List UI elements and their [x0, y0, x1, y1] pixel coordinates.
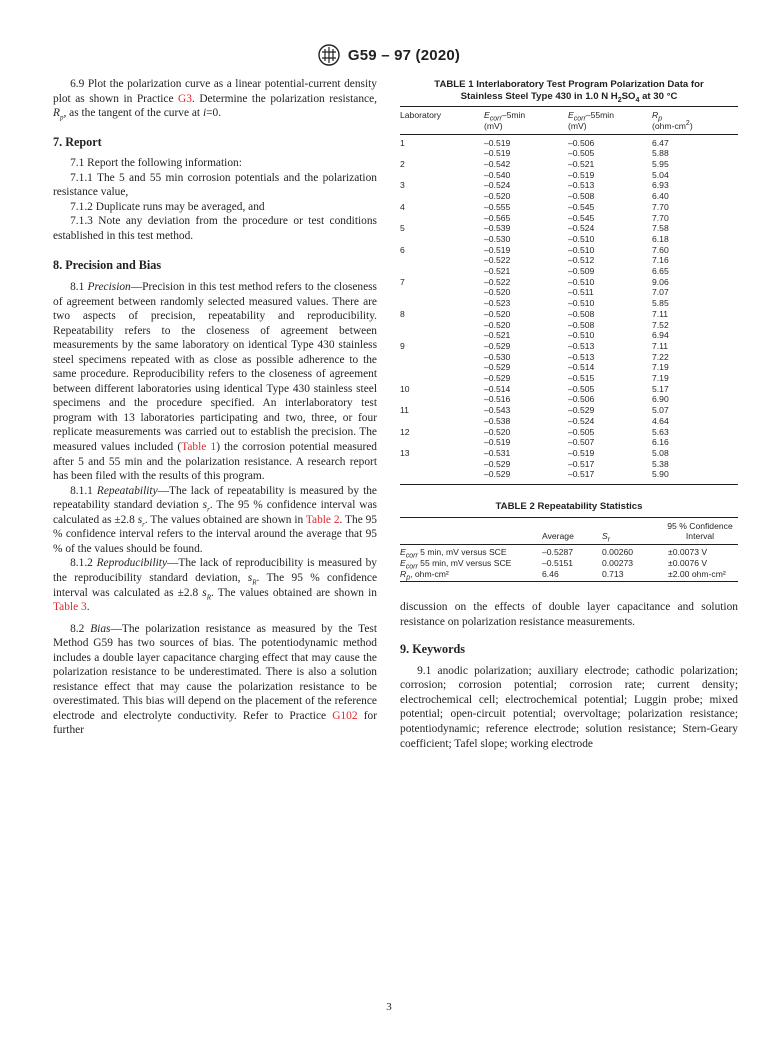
header-sr: $S_r$ — [602, 531, 611, 545]
table-2-caption: TABLE 2 Repeatability Statistics — [495, 501, 643, 513]
cell-rp: 4.64 — [652, 415, 669, 426]
cell-ecorr-55min: –0.513 — [568, 340, 595, 351]
table-1-caption: TABLE 1 Interlaboratory Test Program Polarization Data for Stainless Steel Type 430 in 1.0 N $H_2SO_4$ at 30 °C — [434, 79, 704, 104]
paragraph-bias-continued: discussion on the effects of double layer capacitance and solution resistance on polarization resistance measurements. — [400, 601, 738, 628]
cell-laboratory — [400, 330, 484, 341]
cell-rp: 5.95 — [652, 159, 669, 169]
table-1 — [400, 106, 738, 485]
cell-confidence-interval: ±0.0076 V — [668, 557, 708, 568]
table-row — [400, 569, 738, 582]
cell-laboratory: 3 — [400, 180, 405, 191]
header-rp: $R_p$ — [652, 110, 663, 123]
cell-ecorr-5min: –0.520 — [484, 287, 511, 298]
table-1-body — [400, 134, 738, 485]
page-header — [0, 44, 778, 66]
table-row — [400, 448, 738, 459]
cell-ecorr-5min: –0.529 — [484, 362, 511, 373]
cell-rp: 7.70 — [652, 201, 669, 212]
cell-rp: 7.16 — [652, 255, 669, 266]
cell-ecorr-55min: –0.519 — [568, 447, 595, 458]
cell-ecorr-55min: –0.513 — [568, 351, 595, 362]
paragraph-8-1-1: 8.1.1 Repeatability—The lack of repeatability is measured by the repeatability standard deviation $s_r$. The 95 % confidence interval was calculated as ±2.8 $s_r$. The values obtained are shown in Table 2. The 95 % confidence interval refers to the interval around the average that 95 % of the values should be found. — [53, 484, 377, 555]
cell-laboratory: 13 — [400, 447, 410, 458]
cell-confidence-interval: ±0.0073 V — [668, 547, 708, 558]
cell-ecorr-5min: –0.531 — [484, 447, 511, 458]
table-row — [400, 320, 738, 331]
table-row — [400, 416, 738, 427]
cell-ecorr-5min: –0.519 — [484, 137, 511, 148]
astm-logo-icon — [318, 44, 340, 66]
cell-laboratory — [400, 213, 484, 224]
cell-ecorr-5min: –0.520 — [484, 191, 511, 202]
cell-ecorr-5min: –0.529 — [484, 340, 511, 351]
cell-laboratory — [400, 469, 484, 480]
paragraph-7-1-3: 7.1.3 Note any deviation from the procedure or test conditions established in this test method. — [53, 215, 377, 242]
right-column — [400, 79, 738, 751]
cell-ecorr-55min: –0.517 — [568, 458, 595, 469]
cell-rp: 7.22 — [652, 351, 669, 362]
cell-ecorr-5min: –0.529 — [484, 469, 511, 480]
cell-ecorr-5min: –0.514 — [484, 383, 511, 394]
cell-rp: 6.93 — [652, 180, 669, 191]
cell-laboratory — [400, 394, 484, 405]
header-average: Average — [542, 531, 574, 542]
unit-e5: (mV) — [484, 120, 503, 131]
cell-confidence-interval: ±2.00 ohm-cm² — [668, 568, 726, 579]
cell-rp: 9.06 — [652, 276, 669, 287]
cell-ecorr-55min: –0.510 — [568, 276, 595, 287]
table-row — [400, 362, 738, 373]
document-designation: G59 – 97 (2020) — [347, 46, 461, 64]
cell-laboratory — [400, 362, 484, 373]
cell-ecorr-55min: –0.510 — [568, 298, 595, 309]
cell-ecorr-5min: –0.519 — [484, 148, 511, 159]
cell-ecorr-5min: –0.542 — [484, 159, 511, 169]
table-row — [400, 245, 738, 256]
cell-laboratory — [400, 170, 484, 181]
cell-rp: 6.16 — [652, 437, 669, 448]
paragraph-7-1-2: 7.1.2 Duplicate runs may be averaged, and — [70, 200, 265, 213]
cell-rp: 5.17 — [652, 383, 669, 394]
cell-laboratory: 2 — [400, 159, 405, 169]
cell-ecorr-55min: –0.521 — [568, 159, 595, 169]
cell-ecorr-5min: –0.520 — [484, 319, 511, 330]
cell-ecorr-55min: –0.505 — [568, 426, 595, 437]
cell-ecorr-55min: –0.510 — [568, 233, 595, 244]
cell-ecorr-55min: –0.517 — [568, 469, 595, 480]
table-row — [400, 558, 738, 569]
cell-ecorr-5min: –0.522 — [484, 255, 511, 266]
cell-rp: 7.52 — [652, 319, 669, 330]
table-row — [400, 202, 738, 213]
cell-laboratory — [400, 320, 484, 331]
cell-rp: 7.11 — [652, 340, 669, 351]
section-heading-keywords: 9. Keywords — [400, 642, 465, 657]
cell-ecorr-5min: –0.529 — [484, 458, 511, 469]
cell-ecorr-5min: –0.521 — [484, 330, 511, 341]
cell-quantity: $E_{corr}$ 55 min, mV versus SCE — [400, 557, 512, 571]
cell-laboratory: 1 — [400, 137, 405, 148]
table-row — [400, 384, 738, 395]
cell-ecorr-5min: –0.523 — [484, 298, 511, 309]
header-ecorr-55min: $E_{corr}-55\min$ — [568, 110, 614, 123]
table-row — [400, 266, 738, 277]
cell-ecorr-5min: –0.555 — [484, 201, 511, 212]
table-row — [400, 255, 738, 266]
cell-ecorr-5min: –0.519 — [484, 244, 511, 255]
paragraph-8-2: 8.2 Bias—The polarization resistance as measured by the Test Method G59 has two sources of bias. The potentiodynamic method includes a double layer capacitance charging effect that may cause the polarization resistance to be underestimated. There is also a solution resistance effect that may cause the polarization resistance to be overestimated. This bias will depend on the placement of the reference electrode and electrolyte conductivity. Refer to Practice G102 for further — [53, 622, 377, 737]
paragraph-6-9: 6.9 Plot the polarization curve as a linear potential-current density plot as shown in Practice G3. Determine the polarization resistance, $R_p$, as the tangent of the curve at i=0. — [53, 78, 377, 122]
table-2-body — [400, 545, 738, 582]
header-ecorr-5min: $E_{corr}-5\min$ — [484, 110, 526, 123]
cell-laboratory — [400, 266, 484, 277]
cell-ecorr-55min: –0.509 — [568, 266, 595, 277]
link-g3[interactable]: G3 — [178, 92, 192, 105]
paragraph-7-1-1: 7.1.1 The 5 and 55 min corrosion potentials and the polarization resistance value, — [53, 171, 377, 199]
cell-rp: 6.47 — [652, 137, 669, 148]
unit-e55: (mV) — [568, 120, 587, 131]
cell-ecorr-55min: –0.514 — [568, 362, 595, 373]
cell-ecorr-5min: –0.565 — [484, 212, 511, 223]
cell-laboratory: 8 — [400, 308, 405, 319]
table-2 — [400, 517, 738, 583]
cell-rp: 5.63 — [652, 426, 669, 437]
table-1-bottom-rule — [400, 480, 738, 485]
cell-rp: 7.19 — [652, 373, 669, 384]
cell-ecorr-55min: –0.506 — [568, 137, 595, 148]
cell-laboratory — [400, 148, 484, 159]
link-table-3[interactable]: Table 3 — [53, 601, 87, 614]
table-row — [400, 427, 738, 438]
cell-rp: 6.18 — [652, 233, 669, 244]
cell-rp: 7.19 — [652, 362, 669, 373]
link-table-2[interactable]: Table 2 — [305, 513, 340, 526]
cell-ecorr-5min: –0.543 — [484, 405, 511, 416]
table-row — [400, 213, 738, 224]
cell-quantity: $E_{corr}$ 5 min, mV versus SCE — [400, 547, 507, 560]
cell-rp: 7.58 — [652, 223, 669, 234]
cell-rp: 6.40 — [652, 191, 669, 202]
table-row — [400, 277, 738, 288]
cell-ecorr-55min: –0.511 — [568, 287, 594, 298]
cell-laboratory — [400, 459, 484, 470]
page-number: 3 — [386, 1001, 392, 1013]
cell-ecorr-55min: –0.510 — [568, 330, 595, 341]
table-row — [400, 405, 738, 416]
cell-rp: 6.90 — [652, 394, 669, 405]
cell-average: –0.5151 — [542, 557, 574, 568]
link-g102[interactable]: G102 — [332, 709, 358, 722]
left-column — [53, 77, 377, 738]
cell-ecorr-55min: –0.506 — [568, 394, 595, 405]
cell-laboratory: 6 — [400, 244, 405, 255]
cell-ecorr-55min: –0.545 — [568, 201, 595, 212]
cell-laboratory — [400, 373, 484, 384]
cell-laboratory: 5 — [400, 223, 405, 234]
cell-laboratory: 4 — [400, 201, 405, 212]
cell-sr: 0.713 — [602, 568, 624, 579]
cell-ecorr-55min: –0.510 — [568, 244, 595, 255]
cell-laboratory — [400, 437, 484, 448]
cell-average: 6.46 — [542, 568, 559, 579]
cell-sr: 0.00260 — [602, 547, 634, 558]
paragraph-9-1: 9.1 anodic polarization; auxiliary electrode; cathodic polarization; corrosion; corrosion potential; corrosion rate; current density; electrochemical cell; electrochemical potential; Luggin probe; mixed potential; open-circuit potential; overvoltage; polarization resistance; potentiodynamic; reference electrode; solution resistance; Stern-Geary coefficient; Tafel slope; working electrode — [400, 664, 738, 750]
table-row — [400, 373, 738, 384]
cell-rp: 5.04 — [652, 169, 669, 180]
cell-laboratory — [400, 416, 484, 427]
cell-ecorr-55min: –0.508 — [568, 319, 595, 330]
cell-rp: 5.88 — [652, 148, 669, 159]
section-heading-report: 7. Report — [53, 134, 102, 149]
cell-ecorr-5min: –0.520 — [484, 426, 511, 437]
cell-laboratory — [400, 191, 484, 202]
table-row — [400, 437, 738, 448]
cell-ecorr-5min: –0.538 — [484, 415, 511, 426]
cell-ecorr-55min: –0.524 — [568, 415, 595, 426]
cell-rp: 7.11 — [652, 308, 669, 319]
cell-ecorr-55min: –0.545 — [568, 212, 595, 223]
cell-ecorr-55min: –0.513 — [568, 180, 595, 191]
paragraph-7-1: 7.1 Report the following information: — [70, 157, 242, 170]
table-row — [400, 234, 738, 245]
cell-quantity: $R_p$, ohm-cm² — [400, 568, 449, 582]
cell-ecorr-5min: –0.519 — [484, 437, 511, 448]
cell-rp: 7.70 — [652, 212, 669, 223]
cell-ecorr-5min: –0.521 — [484, 266, 511, 277]
table-row — [400, 170, 738, 181]
cell-ecorr-55min: –0.507 — [568, 437, 595, 448]
cell-laboratory: 12 — [400, 426, 410, 437]
cell-ecorr-55min: –0.515 — [568, 373, 595, 384]
table-row — [400, 223, 738, 234]
cell-ecorr-5min: –0.530 — [484, 351, 511, 362]
cell-rp: 7.07 — [652, 287, 669, 298]
cell-sr: 0.00273 — [602, 557, 634, 568]
cell-rp: 6.94 — [652, 330, 669, 341]
cell-ecorr-5min: –0.524 — [484, 180, 511, 191]
cell-rp: 7.60 — [652, 244, 669, 255]
section-heading-precision-bias: 8. Precision and Bias — [53, 258, 162, 273]
table-row — [400, 469, 738, 480]
table-row — [400, 191, 738, 202]
table-row — [400, 298, 738, 309]
cell-ecorr-55min: –0.508 — [568, 308, 595, 319]
cell-ecorr-5min: –0.516 — [484, 394, 511, 405]
cell-laboratory — [400, 287, 484, 298]
cell-laboratory — [400, 234, 484, 245]
cell-ecorr-55min: –0.508 — [568, 191, 595, 202]
table-row — [400, 352, 738, 363]
cell-ecorr-55min: –0.524 — [568, 223, 595, 234]
table-row — [400, 330, 738, 341]
cell-ecorr-5min: –0.522 — [484, 276, 511, 287]
cell-ecorr-55min: –0.529 — [568, 405, 595, 416]
paragraph-8-1: 8.1 Precision—Precision in this test method refers to the closeness of agreement between randomly selected measured values. There are two aspects of precision, repeatability and reproducibility. Repeatability refers to the closeness of agreement between measurements by the same laboratory on identical Type 430 stainless steel specimens repeated with as close as possible adherence to the same procedure. Reproducibility refers to the closeness of agreement between different laboratories using identical Type 430 stainless steel specimens and the procedure specified. An interlaboratory test program with 13 laboratories participating and two, three, or four replicate measurements was carried out to establish the precision. The measured values included (Table 1) the corrosion potential measured after 5 and 55 min and the polarization resistance. A research report has been filed with the results of this program. — [53, 281, 377, 483]
cell-laboratory: 7 — [400, 276, 405, 287]
cell-laboratory: 11 — [400, 405, 409, 416]
cell-rp: 5.90 — [652, 469, 669, 480]
table-row — [400, 545, 738, 558]
table-row — [400, 341, 738, 352]
table-row — [400, 309, 738, 320]
cell-rp: 6.65 — [652, 266, 669, 277]
paragraph-8-1-2: 8.1.2 Reproducibility—The lack of reproducibility is measured by the reproducibility standard deviation, $s_R$. The 95 % confidence interval was calculated as ±2.8 $s_R$. The values obtained are shown in Table 3. — [53, 557, 377, 614]
cell-ecorr-55min: –0.519 — [568, 169, 595, 180]
cell-ecorr-5min: –0.530 — [484, 233, 511, 244]
table-row — [400, 394, 738, 405]
cell-ecorr-5min: –0.539 — [484, 223, 511, 234]
table-row — [400, 134, 738, 148]
cell-laboratory: 9 — [400, 340, 405, 351]
table-row — [400, 148, 738, 159]
table-row — [400, 459, 738, 470]
cell-ecorr-55min: –0.512 — [568, 255, 595, 266]
cell-ecorr-5min: –0.520 — [484, 308, 511, 319]
cell-laboratory: 10 — [400, 383, 410, 394]
header-laboratory: Laboratory — [400, 110, 442, 121]
cell-ecorr-5min: –0.529 — [484, 373, 511, 384]
cell-rp: 5.08 — [652, 447, 669, 458]
header-confidence-interval: 95 % Confidence Interval — [667, 520, 733, 542]
cell-laboratory — [400, 255, 484, 266]
cell-rp: 5.38 — [652, 458, 669, 469]
table-row — [400, 180, 738, 191]
cell-laboratory — [400, 298, 484, 309]
cell-ecorr-55min: –0.505 — [568, 383, 595, 394]
table-row — [400, 159, 738, 170]
cell-ecorr-5min: –0.540 — [484, 169, 511, 180]
cell-rp: 5.07 — [652, 405, 669, 416]
cell-ecorr-55min: –0.505 — [568, 148, 595, 159]
cell-laboratory — [400, 352, 484, 363]
table-row — [400, 287, 738, 298]
link-table-1[interactable]: Table 1 — [181, 441, 217, 454]
cell-average: –0.5287 — [542, 547, 574, 558]
unit-rp: $(ohm-cm^2)$ — [652, 120, 693, 131]
cell-rp: 5.85 — [652, 298, 669, 309]
